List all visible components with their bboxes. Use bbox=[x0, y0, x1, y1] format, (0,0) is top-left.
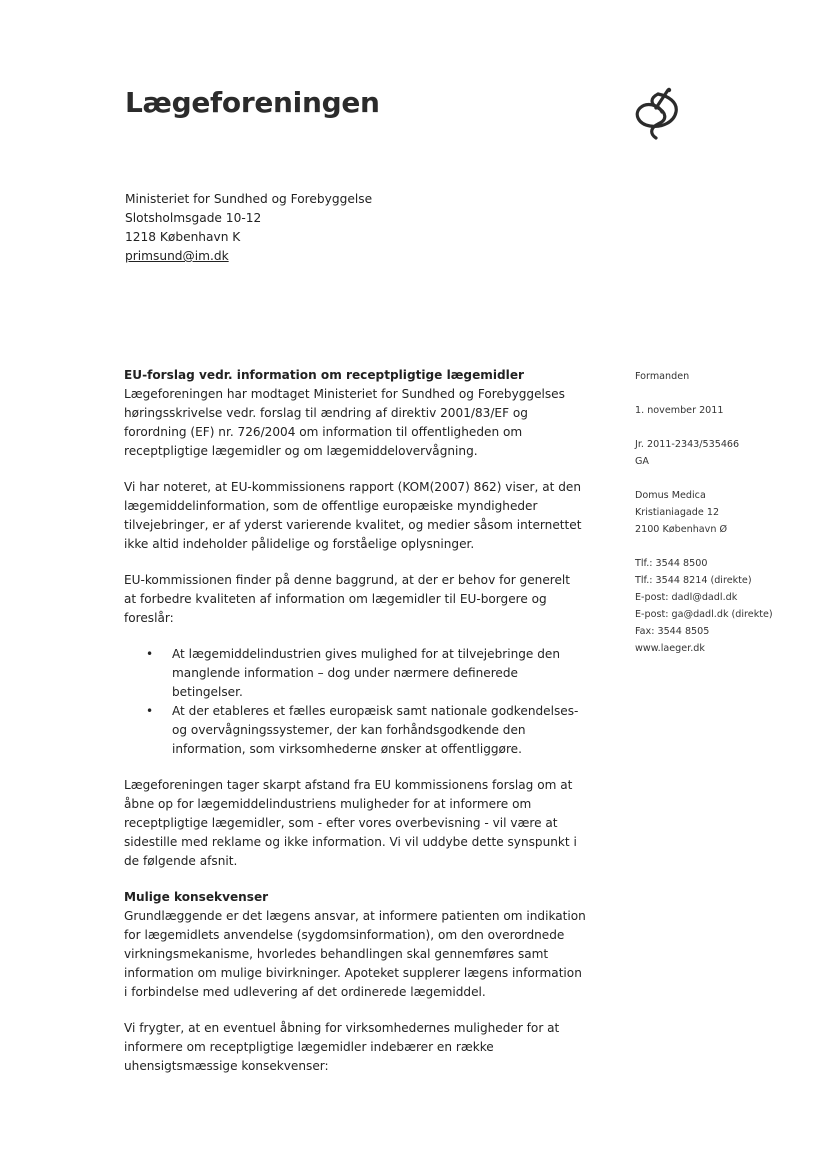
contact-phone-direct: Tlf.: 3544 8214 (direkte) bbox=[635, 575, 752, 586]
recipient-email-link[interactable]: primsund@im.dk bbox=[125, 249, 229, 263]
paragraph-intro: Lægeforeningen har modtaget Ministeriet for Sundhed og Forebyggelses høringsskrivelse vedr. forslag til ændring af direktiv 2001/83/EF og forordning (EF) nr. 726/2004 om information til offentligheden om receptpligtige lægemidler og om lægemiddelovervågning. bbox=[124, 387, 565, 458]
reference-number: Jr. 2011-2343/535466 bbox=[635, 439, 740, 450]
recipient-line: 1218 København K bbox=[125, 230, 241, 244]
sender-sidebar bbox=[635, 368, 805, 674]
list-item bbox=[124, 645, 586, 702]
recipient-line: Slotsholmsgade 10-12 bbox=[125, 211, 262, 225]
snake-staff-logo-icon bbox=[628, 84, 686, 142]
bullet-icon: • bbox=[146, 647, 154, 661]
letter-title: EU-forslag vedr. information om receptpligtige lægemidler bbox=[124, 368, 524, 382]
website-link[interactable]: www.laeger.dk bbox=[635, 643, 705, 654]
sender-address-line: Kristianiagade 12 bbox=[635, 507, 720, 518]
proposal-list bbox=[124, 645, 586, 759]
letter-date: 1. november 2011 bbox=[635, 405, 724, 416]
contact-email-direct[interactable]: E-post: ga@dadl.dk (direkte) bbox=[635, 609, 773, 620]
sender-address-line: 2100 København Ø bbox=[635, 524, 728, 535]
paragraph-proposal: EU-kommissionen finder på denne baggrund, at der er behov for generelt at forbedre kvaliteten af information om lægemidler til EU-borgere og foreslår: bbox=[124, 573, 571, 625]
reference-initials: GA bbox=[635, 456, 649, 467]
list-item-text: At lægemiddelindustrien gives mulighed for at tilvejebringe den manglende information – dog under nærmere definerede betingelser. bbox=[172, 647, 560, 699]
paragraph-report: Vi har noteret, at EU-kommissionens rapport (KOM(2007) 862) viser, at den lægemiddelinformation, som de offentlige europæiske myndigheder tilvejebringer, er af yderst varierende kvalitet, og medier såsom internettet ikke altid indeholder pålidelige og forståelige oplysninger. bbox=[124, 480, 582, 551]
contact-fax: Fax: 3544 8505 bbox=[635, 626, 710, 637]
paragraph-position: Lægeforeningen tager skarpt afstand fra EU kommissionens forslag om at åbne op for lægemiddelindustriens muligheder for at informere om receptpligtige lægemidler, som - efter vores overbevisning - vil være at sidestille med reklame og ikke information. Vi vil uddybe dette synspunkt i de følgende afsnit. bbox=[124, 778, 577, 868]
recipient-line: Ministeriet for Sundhed og Forebyggelse bbox=[125, 192, 373, 206]
paragraph-concerns: Vi frygter, at en eventuel åbning for virksomhedernes muligheder for at informere om receptpligtige lægemidler indebærer en række uhensigtsmæssige konsekvenser: bbox=[124, 1021, 560, 1073]
letter-body bbox=[124, 366, 586, 1093]
sender-address-line: Domus Medica bbox=[635, 490, 706, 501]
contact-email[interactable]: E-post: dadl@dadl.dk bbox=[635, 592, 738, 603]
section-heading: Mulige konsekvenser bbox=[124, 890, 269, 904]
bullet-icon: • bbox=[146, 704, 154, 718]
list-item-text: At der etableres et fælles europæisk samt nationale godkendelses- og overvågningssystemer, der kan forhåndsgodkende den information, som virksomhederne ønsker at offentliggøre. bbox=[172, 704, 579, 756]
recipient-address bbox=[125, 190, 372, 266]
sender-role: Formanden bbox=[635, 371, 690, 382]
list-item bbox=[124, 702, 586, 759]
paragraph-responsibility: Grundlæggende er det lægens ansvar, at informere patienten om indikation for lægemidlets anvendelse (sygdomsinformation), om den overordnede virkningsmekanisme, hvorledes behandlingen skal gennemføres samt information om mulige bivirkninger. Apoteket supplerer lægens information i forbindelse med udlevering af det ordinerede lægemiddel. bbox=[124, 909, 586, 999]
contact-phone: Tlf.: 3544 8500 bbox=[635, 558, 708, 569]
organization-logo-text: Lægeforeningen bbox=[125, 86, 380, 119]
